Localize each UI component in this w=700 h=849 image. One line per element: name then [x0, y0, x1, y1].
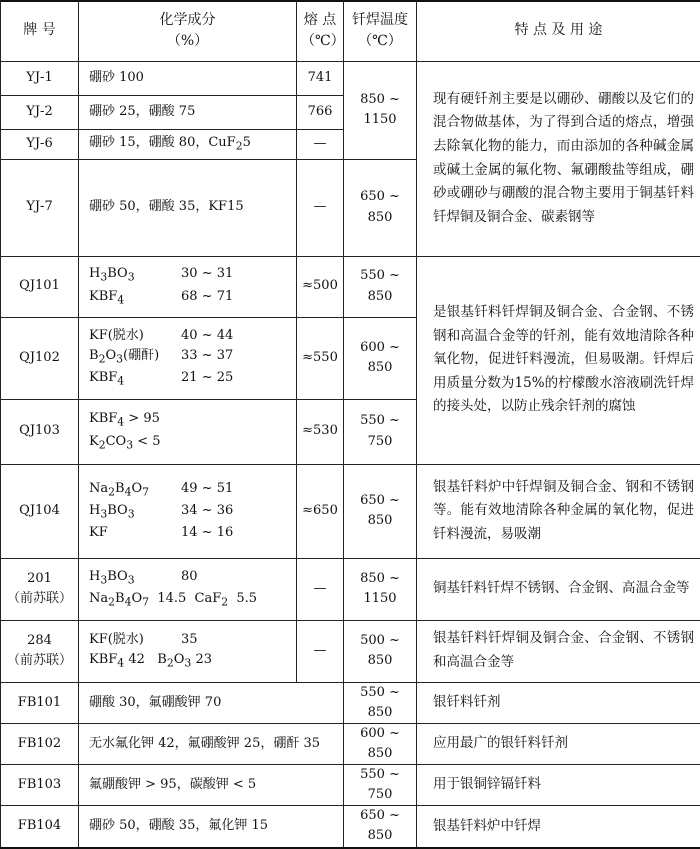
header-composition: 化学成分 （%） [79, 1, 297, 61]
melt-cell: 766 [297, 95, 344, 129]
temp-cell: 650 ~ 850 [344, 806, 417, 848]
grade-cell: YJ-6 [1, 129, 79, 159]
header-melting-point: 熔 点 （℃） [297, 1, 344, 61]
grade-cell: YJ-7 [1, 159, 79, 256]
usage-cell: 用于银铜锌镉钎料 [417, 765, 700, 806]
grade-cell: 201 （前苏联） [1, 558, 79, 620]
grade-cell: QJ104 [1, 464, 79, 558]
composition-cell: $Na_2B_4O_7$ 49 ~ 51 $H_3BO_3$ 34 ~ 36 KF 14 ~ 16 [79, 464, 297, 558]
temp-cell: 550 ~ 850 [344, 682, 417, 723]
composition-cell: KF(脱水) 35 $KBF_4$ 42 $B_2O_3$ 23 [79, 620, 297, 682]
grade-cell: FB104 [1, 806, 79, 848]
usage-cell: 铜基钎料钎焊不锈钢、合金钢、高温合金等 [417, 558, 700, 620]
melt-cell: — [297, 558, 344, 620]
usage-cell: 是银基钎料钎焊铜及铜合金、合金钢、不锈钢和高温合金等的钎剂，能有效地清除各种氧化物，促进钎料漫流，但易吸潮。钎焊后用质量分数为15%的柠檬酸水溶液刷洗钎焊的接头处，以防止残余钎剂的腐蚀 [417, 256, 700, 464]
temp-cell: 650 ~ 850 [344, 159, 417, 256]
usage-cell: 银基钎料钎焊铜及铜合金、合金钢、不锈钢和高温合金等 [417, 620, 700, 682]
temp-cell: 650 ~ 850 [344, 464, 417, 558]
grade-cell: 284 （前苏联） [1, 620, 79, 682]
grade-cell: QJ103 [1, 399, 79, 464]
temp-cell: 550 ~ 750 [344, 399, 417, 464]
melt-cell: ≈650 [297, 464, 344, 558]
composition-cell: 无水氟化钾 42，氟硼酸钾 25，硼酐 35 [79, 723, 344, 764]
grade-cell: FB102 [1, 723, 79, 764]
grade-cell: YJ-1 [1, 61, 79, 95]
table-row [1, 464, 700, 558]
grade-cell: YJ-2 [1, 95, 79, 129]
melt-cell: — [297, 129, 344, 159]
header-grade: 牌 号 [1, 1, 79, 61]
usage-cell: 银钎料钎剂 [417, 682, 700, 723]
melt-cell: — [297, 159, 344, 256]
melt-cell: 741 [297, 61, 344, 95]
grade-cell: FB103 [1, 765, 79, 806]
table-row [1, 806, 700, 848]
temp-cell: 600 ~ 850 [344, 723, 417, 764]
usage-cell: 现有硬钎剂主要是以硼砂、硼酸以及它们的混合物做基体，为了得到合适的熔点，增强去除氧化物的能力，而由添加的各种碱金属或碱土金属的氟化物、氟硼酸盐等组成，硼砂或硼砂与硼酸的混合物主要用于铜基钎料钎焊铜及铜合金、碳素钢等 [417, 61, 700, 256]
table-row [1, 682, 700, 723]
composition-cell: $KBF_4 > 95$ $K_2CO_3 < 5$ [79, 399, 297, 464]
temp-cell: 850 ~ 1150 [344, 61, 417, 159]
melt-cell: ≈530 [297, 399, 344, 464]
usage-cell: 银基钎料炉中钎焊 [417, 806, 700, 848]
usage-cell: 应用最广的银钎料钎剂 [417, 723, 700, 764]
composition-cell: KF(脱水) 40 ~ 44 $B_2O_3$(硼酐) 33 ~ 37 $KBF_4$ 21 ~ 25 [79, 317, 297, 399]
melt-cell: — [297, 620, 344, 682]
table-row [1, 620, 700, 682]
temp-cell: 500 ~ 850 [344, 620, 417, 682]
temp-cell: 550 ~ 850 [344, 256, 417, 317]
header-brazing-temp: 钎焊温度 （℃） [344, 1, 417, 61]
table-row [1, 765, 700, 806]
composition-cell: 硼砂 50，硼酸 35，氟化钾 15 [79, 806, 344, 848]
composition-cell: 硼酸 30，氟硼酸钾 70 [79, 682, 344, 723]
temp-cell: 600 ~ 850 [344, 317, 417, 399]
melt-cell: ≈550 [297, 317, 344, 399]
composition-cell: $H_3BO_3$ 80 $Na_2B_4O_7$ 14.5 CaF$_2$ 5.5 [79, 558, 297, 620]
composition-cell: 硼砂 15，硼酸 80，CuF$_2$5 [79, 129, 297, 159]
grade-cell: QJ101 [1, 256, 79, 317]
table-row [1, 558, 700, 620]
temp-cell: 850 ~ 1150 [344, 558, 417, 620]
header-usage: 特 点 及 用 途 [417, 1, 700, 61]
composition-cell: 硼砂 100 [79, 61, 297, 95]
composition-cell: 硼砂 50，硼酸 35，KF15 [79, 159, 297, 256]
composition-cell: 硼砂 25，硼酸 75 [79, 95, 297, 129]
table-row [1, 256, 700, 317]
temp-cell: 550 ~ 750 [344, 765, 417, 806]
header-row [1, 1, 700, 61]
composition-cell: 氟硼酸钾 > 95，碳酸钾 < 5 [79, 765, 344, 806]
melt-cell: ≈500 [297, 256, 344, 317]
usage-cell: 银基钎料炉中钎焊铜及铜合金、钢和不锈钢等。能有效地清除各种金属的氧化物，促进钎料漫流，易吸潮 [417, 464, 700, 558]
grade-cell: FB101 [1, 682, 79, 723]
grade-cell: QJ102 [1, 317, 79, 399]
table-row [1, 61, 700, 95]
table-row [1, 723, 700, 764]
composition-cell: $H_3BO_3$ 30 ~ 31 $KBF_4$ 68 ~ 71 [79, 256, 297, 317]
